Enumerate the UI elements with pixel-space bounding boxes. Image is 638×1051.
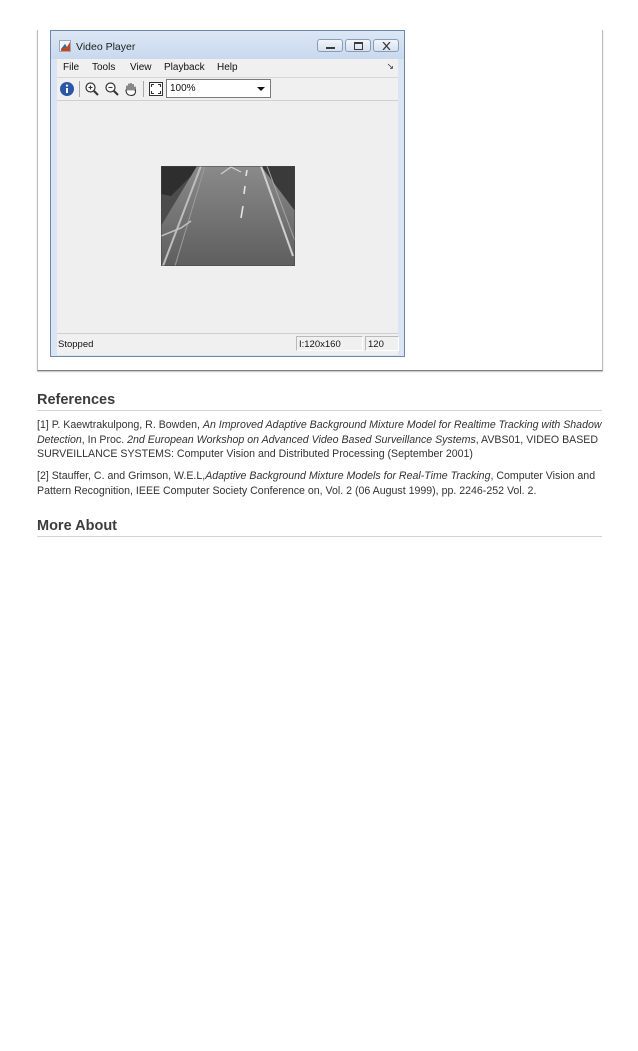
references-rule (37, 410, 602, 411)
video-player-window (50, 30, 405, 357)
ref2-title: Adaptive Background Mixture Models for Real-Time Tracking (205, 470, 491, 482)
more-about-heading: More About (37, 518, 118, 534)
maximize-button[interactable] (345, 39, 371, 52)
video-frame-image (161, 166, 295, 266)
zoom-in-icon[interactable] (84, 81, 100, 97)
status-text: Stopped (58, 339, 94, 350)
menu-view[interactable]: View (130, 62, 152, 73)
zoom-value: 100% (170, 83, 196, 94)
menu-help[interactable]: Help (217, 62, 238, 73)
fit-to-window-icon[interactable] (148, 81, 164, 97)
menu-file[interactable]: File (63, 62, 80, 73)
video-canvas (57, 101, 398, 333)
close-button[interactable] (373, 39, 399, 52)
reference-2 (37, 469, 602, 498)
zoom-select[interactable] (166, 79, 271, 98)
menu-playback[interactable]: Playback (164, 62, 205, 73)
ref2-prefix: [2] Stauffer, C. and Grimson, W.E.L, (37, 470, 206, 482)
ref1-venue: 2nd European Workshop on Advanced Video Based Surveillance Systems (127, 433, 476, 446)
dock-arrow-icon[interactable]: ↘ (386, 61, 394, 71)
info-icon[interactable] (59, 81, 75, 97)
toolbar-separator (79, 81, 80, 97)
ref2-suffix: , Computer Vision and Pattern Recognition, IEEE Computer Society Conference on, Vol. 2 (06 August 1999), pp. 2246-252 Vol. 2. (37, 470, 596, 497)
dimensions-field: I:120x160 (296, 336, 363, 351)
minimize-button[interactable] (317, 39, 343, 52)
ref1-prefix: [1] P. Kaewtrakulpong, R. Bowden, (37, 419, 203, 431)
ref1-mid: , In Proc. (81, 433, 128, 446)
status-bar (57, 333, 398, 355)
reference-1 (37, 418, 602, 462)
menu-tools[interactable]: Tools (92, 62, 116, 73)
ref1-title: An Improved Adaptive Background Mixture Model for Realtime Tracking with Shadow Detection (37, 419, 602, 446)
window-title: Video Player (76, 41, 136, 53)
zoom-out-icon[interactable] (104, 81, 120, 97)
menu-bar (57, 59, 398, 78)
chevron-down-icon (257, 87, 265, 91)
references-heading: References (37, 392, 116, 408)
frame-field: 120 (365, 336, 399, 351)
ref1-suffix: , AVBS01, VIDEO BASED SURVEILLANCE SYSTEMS: Computer Vision and Distributed Processing (September 2001) (37, 433, 599, 460)
toolbar-separator (143, 81, 144, 97)
more-about-rule (37, 536, 602, 537)
pan-hand-icon[interactable] (123, 81, 139, 97)
toolbar (57, 78, 398, 101)
title-bar (51, 31, 404, 59)
matlab-icon (59, 40, 71, 52)
